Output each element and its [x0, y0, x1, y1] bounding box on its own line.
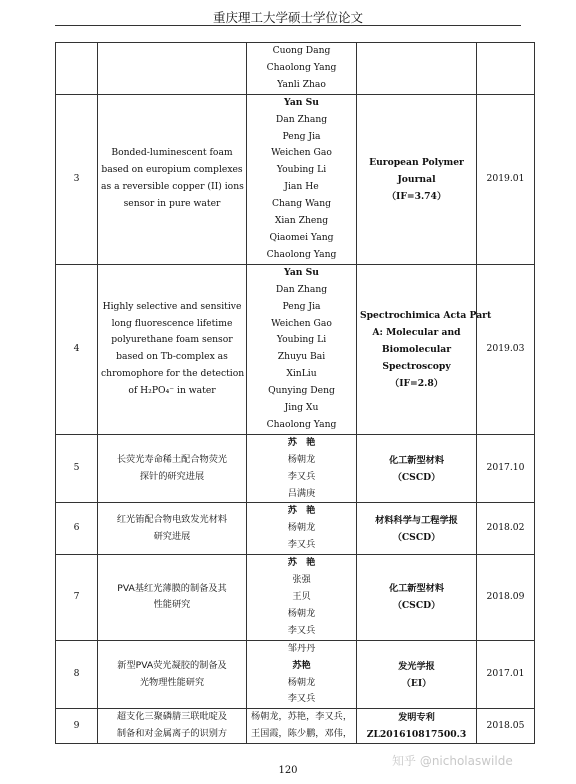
author-name: Peng Jia: [282, 130, 321, 142]
paper-title-line: as a reversible copper (II) ions: [101, 181, 244, 193]
paper-title-line: PVA基红光薄膜的制备及其: [117, 582, 227, 594]
journal-line: 化工新型材料: [388, 454, 445, 466]
authors-cell: [247, 434, 357, 503]
journal-line: Spectrochimica Acta Part: [360, 309, 492, 321]
paper-title-line: chromophore for the detection: [101, 368, 245, 380]
paper-title-line: sensor in pure water: [123, 198, 221, 210]
authors-cell: [247, 709, 357, 744]
author-name: 苏艳: [292, 659, 311, 671]
author-name: Cuong Dang: [272, 45, 331, 56]
author-name: Jing Xu: [284, 402, 319, 414]
paper-title-line: 超支化三聚磷腈三联吡啶及: [116, 711, 228, 723]
authors-cell: [247, 503, 357, 555]
paper-title-line: polyurethane foam sensor: [111, 334, 233, 346]
author-name: 王国霞，陈少鹏，邓伟，: [250, 728, 353, 740]
paper-title-line: 新型PVA荧光凝胶的制备及: [117, 659, 227, 671]
journal-line: （CSCD）: [392, 600, 441, 612]
author-name: Yan Su: [284, 266, 319, 278]
author-name: Qunying Deng: [268, 385, 335, 397]
table-row: [56, 94, 535, 264]
publication-date: 2019.03: [477, 264, 535, 434]
author-name: 李又兵: [287, 693, 316, 705]
publication-date: 2017.01: [477, 640, 535, 709]
header-rule: [55, 25, 521, 26]
row-number: 6: [56, 503, 98, 555]
journal-cell: [357, 555, 477, 641]
journal-cell: [357, 640, 477, 709]
journal-line: Biomolecular: [381, 343, 452, 355]
author-name: Yanli Zhao: [277, 78, 326, 90]
journal-line: 化工新型材料: [388, 583, 445, 595]
author-name: 杨朝龙: [287, 522, 316, 534]
author-name: Dan Zhang: [275, 283, 328, 295]
journal-line: A: Molecular and: [372, 326, 461, 338]
paper-title-cell: [98, 640, 247, 709]
author-name: 苏 艳: [287, 557, 316, 569]
author-name: Xian Zheng: [274, 215, 329, 227]
paper-title-line: Bonded-luminescent foam: [111, 147, 233, 159]
author-name: 杨朝龙: [287, 453, 316, 465]
author-name: Chaolong Yang: [266, 61, 337, 73]
row-number: 4: [56, 264, 98, 434]
author-name: 杨朝龙: [287, 676, 316, 688]
row-number: 3: [56, 94, 98, 264]
paper-title-line: 长荧光寿命稀土配合物荧光: [116, 453, 228, 465]
watermark: 知乎 @nicholaswilde: [392, 754, 513, 768]
journal-line: （IF=2.8）: [390, 377, 443, 389]
journal-cell: [357, 94, 477, 264]
journal-cell: [357, 264, 492, 434]
paper-title-cell: [98, 94, 247, 264]
author-name: 杨朝龙: [287, 607, 316, 619]
publication-date: 2018.09: [477, 555, 535, 641]
journal-line: （CSCD）: [392, 471, 441, 483]
author-name: 苏 艳: [287, 505, 316, 517]
author-name: 李又兵: [287, 624, 316, 636]
paper-title-line: of H₂PO₄⁻ in water: [128, 385, 216, 397]
journal-line: 发明专利: [398, 712, 435, 724]
paper-title-line: based on europium complexes: [101, 164, 243, 176]
author-name: Youbing Li: [276, 164, 327, 176]
running-header: 重庆理工大学硕士学位论文: [212, 10, 363, 25]
publication-date: 2018.05: [477, 709, 535, 744]
author-name: Dan Zhang: [275, 113, 328, 125]
publication-date: 2018.02: [477, 503, 535, 555]
journal-line: （EI）: [401, 677, 432, 689]
author-name: 杨朝龙，苏艳，李又兵，: [250, 711, 353, 723]
journal-cell: [357, 434, 477, 503]
paper-title-cell: [98, 43, 247, 95]
author-name: Chaolong Yang: [266, 418, 337, 430]
author-name: 张强: [292, 574, 311, 586]
author-name: 吕满庚: [287, 487, 316, 499]
table-row: [56, 555, 535, 641]
author-name: 邹丹丹: [287, 642, 316, 654]
paper-title-cell: [98, 709, 247, 744]
author-name: Yan Su: [284, 96, 319, 108]
row-number: 9: [56, 709, 98, 744]
journal-cell: [357, 503, 477, 555]
row-number: 5: [56, 434, 98, 503]
publication-table: [55, 42, 535, 744]
journal-line: ZL201610817500.3: [366, 729, 467, 741]
journal-line: （CSCD）: [392, 531, 441, 543]
table-row: [56, 434, 535, 503]
table-row: [56, 640, 535, 709]
author-name: Qiaomei Yang: [269, 231, 334, 243]
journal-line: Journal: [397, 173, 436, 185]
paper-title-line: Highly selective and sensitive: [102, 300, 242, 312]
journal-line: 材料科学与工程学报: [375, 514, 458, 526]
table-row: [56, 709, 535, 744]
row-number: [56, 43, 98, 95]
publication-table-body: [56, 43, 535, 744]
authors-cell: [247, 264, 357, 434]
paper-title-line: 红光铕配合物电致发光材料: [116, 513, 228, 525]
author-name: 王贝: [292, 591, 311, 602]
publication-date: 2019.01: [477, 94, 535, 264]
publication-date: [477, 43, 535, 95]
table-row: [56, 264, 535, 434]
author-name: 李又兵: [287, 539, 316, 551]
authors-cell: [247, 94, 357, 264]
author-name: 苏 艳: [287, 436, 316, 448]
author-name: Jian He: [284, 181, 319, 193]
author-name: Peng Jia: [282, 300, 321, 312]
authors-cell: [247, 640, 357, 709]
authors-cell: [247, 43, 357, 95]
table-row: [56, 43, 535, 95]
paper-title-line: 制备和对金属离子的识别方: [116, 728, 228, 740]
paper-title-cell: [98, 264, 247, 434]
paper-title-line: 性能研究: [153, 599, 191, 611]
author-name: Chang Wang: [271, 198, 332, 210]
journal-line: European Polymer: [369, 156, 464, 168]
journal-cell: [357, 43, 477, 95]
author-name: Chaolong Yang: [266, 248, 337, 260]
paper-title-line: 探针的研究进展: [139, 470, 205, 482]
table-row: [56, 503, 535, 555]
row-number: 8: [56, 640, 98, 709]
paper-title-line: long fluorescence lifetime: [111, 317, 233, 329]
author-name: 李又兵: [287, 470, 316, 482]
page-number: 120: [278, 765, 298, 776]
author-name: Weichen Gao: [271, 147, 332, 159]
journal-line: Spectroscopy: [382, 360, 451, 372]
authors-cell: [247, 555, 357, 641]
author-name: XinLiu: [286, 368, 317, 380]
paper-title-line: 光物理性能研究: [139, 676, 205, 688]
journal-cell: [357, 709, 477, 744]
paper-title-line: based on Tb-complex as: [116, 351, 228, 363]
row-number: 7: [56, 555, 98, 641]
author-name: Zhuyu Bai: [277, 351, 326, 363]
publication-date: 2017.10: [477, 434, 535, 503]
paper-title-cell: [98, 555, 247, 641]
paper-title-cell: [98, 434, 247, 503]
journal-line: （IF=3.74）: [386, 190, 447, 202]
paper-title-line: 研究进展: [153, 530, 191, 542]
paper-title-cell: [98, 503, 247, 555]
author-name: Youbing Li: [276, 334, 327, 346]
author-name: Weichen Gao: [271, 317, 332, 329]
journal-line: 发光学报: [398, 660, 435, 672]
